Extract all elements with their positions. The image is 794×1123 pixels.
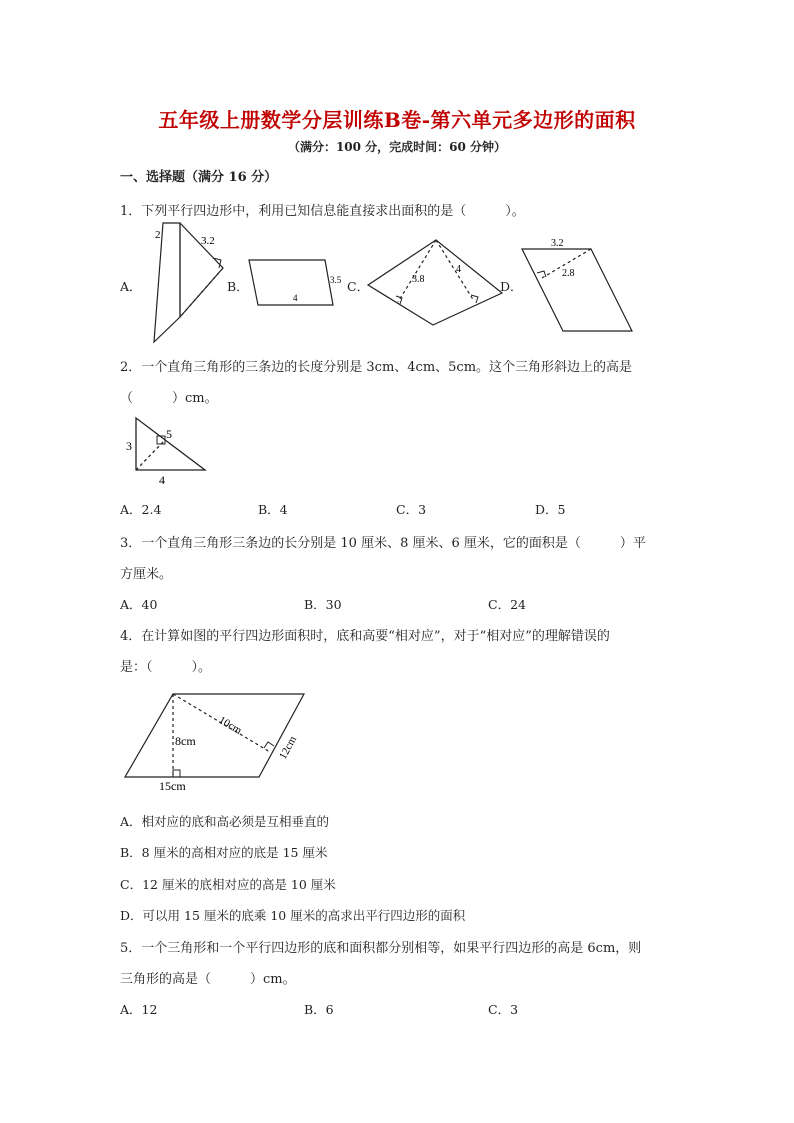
section-heading: 一、选择题（满分 16 分） [120,170,278,185]
q1-figure-c [368,240,502,325]
q5-stem-line2: 三角形的高是（ ）cm。 [120,972,296,987]
q2-option-c: C．3 [396,502,427,517]
q1-stem: 1．下列平行四边形中，利用已知信息能直接求出面积的是（ ）。 [120,204,525,219]
q5-option-b: B．6 [304,1002,334,1017]
q4-option-c: C．12 厘米的底相对应的高是 10 厘米 [120,877,336,892]
q4-option-d: D．可以用 15 厘米的底乘 10 厘米的高求出平行四边形的面积 [120,908,466,923]
page-title: 五年级上册数学分层训练B卷-第六单元多边形的面积 [158,108,636,132]
q2-option-d: D．5 [535,502,566,517]
q2-option-b: B．4 [258,502,288,517]
q4-fig-label-15cm: 15cm [159,779,186,793]
q1-b-label-4: 4 [293,293,298,303]
q1-label-c: C． [347,279,370,294]
q4-parallelogram-figure [125,694,304,777]
q4-fig-label-12cm: 12cm [277,734,300,762]
q1-d-label-28: 2.8 [562,268,575,279]
q3-stem-line2: 方厘米。 [120,567,173,582]
q2-option-a: A．2.4 [120,502,162,517]
q3-stem-line1: 3．一个直角三角形三条边的长分别是 10 厘米、8 厘米、6 厘米，它的面积是（ ）平 [120,536,646,551]
q1-figure-d [522,249,632,331]
q4-option-a: A．相对应的底和高必须是互相垂直的 [120,814,330,829]
q1-a-label-32: 3.2 [201,235,215,247]
q5-option-c: C．3 [488,1002,519,1017]
q2-stem-line1: 2．一个直角三角形的三条边的长度分别是 3cm、4cm、5cm。这个三角形斜边上的高是 [120,360,633,375]
q1-label-d: D． [500,279,523,294]
q5-stem-line1: 5．一个三角形和一个平行四边形的底和面积都分别相等，如果平行四边形的高是 6cm，则 [120,941,642,956]
q4-stem-line2: 是：（ ）。 [120,660,212,675]
q3-option-a: A．40 [120,597,158,612]
q2-triangle-figure [136,418,205,470]
q1-label-a: A． [120,279,142,294]
q1-d-label-32: 3.2 [551,238,564,249]
q1-c-label-4: 4 [456,264,461,275]
q1-label-b: B． [227,279,249,294]
q2-fig-label-5: 5 [166,427,172,441]
q4-option-b: B．8 厘米的高相对应的底是 15 厘米 [120,845,328,860]
q2-stem-line2: （ ）cm。 [120,391,218,406]
q1-b-label-35: 3.5 [330,275,342,285]
q1-c-label-38: 3.8 [412,274,425,285]
q2-fig-label-4: 4 [159,473,165,487]
page-subtitle: （满分：100 分，完成时间：60 分钟） [287,140,507,154]
q3-option-b: B．30 [304,597,342,612]
q4-fig-label-10cm: 10cm [216,714,244,737]
q1-a-label-2: 2 [155,229,161,241]
q1-figure-b [249,260,333,305]
q2-fig-label-3: 3 [126,439,132,453]
q5-option-a: A．12 [120,1002,158,1017]
q4-stem-line1: 4．在计算如图的平行四边形面积时，底和高要“相对应”，对于“相对应”的理解错误的 [120,629,610,644]
q4-fig-label-8cm: 8cm [175,734,196,748]
q3-option-c: C．24 [488,597,526,612]
